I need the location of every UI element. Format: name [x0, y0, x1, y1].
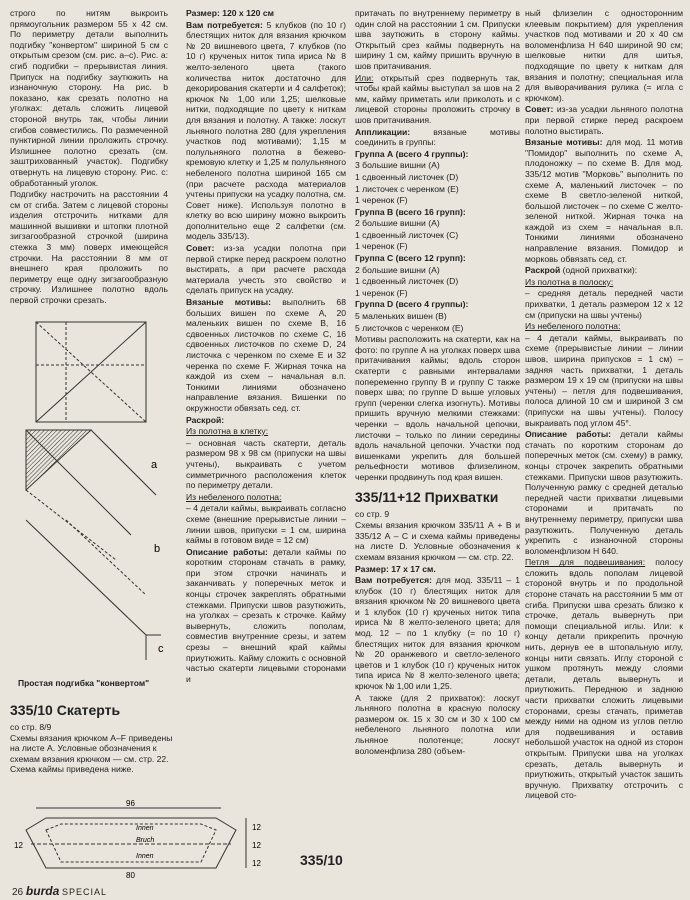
applique-title: Аппликации:	[355, 126, 411, 137]
work-text: детали каймы по коротким сторонам стачать в рамку, при этом строчки начинать и заканчивать у поперечных меток и концы строчек закреплять обратными стежками. Припуски швов разутюжить, на уголках – срезать к строчке. Кайму вывернуть, сложить пополам, совместив внутренние срезы, и затем срезы – внешний край каймы приутюжить. Кайму сложить с основной частью скатерти лицевыми сторонами и	[186, 546, 346, 684]
scheme-label: Innen	[136, 853, 154, 860]
dim-label: 80	[126, 871, 135, 880]
group-item: 3 большие вишни (А)	[355, 160, 440, 171]
group-item: 1 сдвоенный листочек (С)	[355, 229, 459, 240]
cut-note: (одной прихватки):	[562, 265, 638, 276]
paragraph: строго по нитям выкроить прямоугольник размером 55 х 42 см. По периметру детали выполнить подгибку "конвертом" шириной 5 см с открытым срезом (см. рис. а–с). Рис. а: сгиб подгибки – прерывистая линия. Припуск на подгибку заутюжить на изнаночную сторону. На рис. b показано, как срезать полотно на уголках: деталь сложить лицевой стороной внутрь так, чтобы линии сгибов совместились. По размеченной пунктирной линии проложить строчку. Излишнее полотно срезать (см. заштрихованный участок). Подгибку отвернуть на лицевую сторону. Рис. с: обработанный уголок.	[10, 8, 168, 188]
advice-text: из-за усадки льняного полотна при первой стирке перед раскроем полотно выстирать.	[525, 104, 683, 136]
column-3	[355, 8, 520, 878]
figure-b	[26, 430, 156, 560]
applique-text: вязаные мотивы соединить в группы:	[355, 126, 520, 148]
materials-text: 5 клубков (по 10 г) блестящих ниток для вязания крючком № 20 вишневого цвета, 7 клубков (по 10 г) крученых ниток типа ириса № 8 желто-зеленого цвета (такого количества ниток достаточно для декорирования скатерти и 4 салфеток); крючок № 1,00 или 1,25; шелковые нитки, подходящие по цвету к ниткам для вязания и полотну. А также: лоскут льняного полотна 280 (для укрепления участков под мотивами); 1,15 м полульняного полотна в бежево-кремовую клетку и 1,25 м полульняного небеленого полотна шириной 165 см (при расчете расхода материалов учтены припуски на усадку полотна, см. Совет ниже). Используя полотно в клетку во всю ширину можно выкроить дополнительно еще 2 салфетки (см. модель 335/13).	[186, 19, 346, 242]
paragraph: ный флизелин с односторонним клеевым покрытием) для укрепления участков под мотивами и 20 х 40 см воломенфлиза Н 640 шириной 90 см; шелковые нитки для шитья, подходящие по цвету к ниткам для вязания и полотну; специальная игла для выворачивания рулика (= игла с крючком).	[525, 8, 683, 103]
paragraph: притачать по внутреннему периметру в один слой на расстоянии 1 см. Припуски шва заутюжить в сторону каймы. Открытый срез каймы подвернуть на ширину 1 см, кайму пришить вручную в шов притачивания.	[355, 8, 520, 71]
materials-text: для мод. 335/11 – 1 клубок (10 г) блестящих ниток для вязания крючком № 20 вишневого цвета и 1 клубок (10 г) крученых ниток типа ириса № 8 желто-зеленого цвета; для мод. 12 – по 1 клубку (= по 10 г) блестящих ниток для вязания крючком № 20 оранжевого и светло-зеленого цветов и 1 клубок (10 г) крученых ниток типа ириса № 8 желто-зеленого цвета; крючок № 1,00 или 1,25.	[355, 575, 520, 692]
cut-plain-title: Из небеленого полотна:	[186, 491, 282, 502]
page-footer	[12, 884, 107, 898]
cut-check-text: – основная часть скатерти, деталь размером 98 х 98 см (припуски на швы учтены), выкраивать с учетом симметричного расположения клеток по периметру детали.	[186, 437, 346, 491]
column-4	[525, 8, 683, 878]
brand-logo: burda	[25, 884, 60, 898]
cut-title: Раскрой	[525, 265, 561, 276]
advice-title: Совет:	[186, 243, 215, 254]
scheme-label: Innen	[136, 825, 154, 832]
cut-title: Раскрой:	[186, 414, 225, 425]
loop-text: полосу сложить вдоль пополам лицевой стороной внутрь и по продольной стороне стачать на расстоянии 5 мм от сгиба. Припуски шва срезать близко к строчке, деталь вывернуть при помощи специальной иглы. Или: к концу детали прикрепить прочную нить, дернув ее в штопальную иглу, концы нити связать. Иглу стороной с ушком протянуть между слоями детали, деталь вывернуть и приутюжить. Переднюю и заднюю части прихватки сложить лицевыми сторонами, срезы стачать, приметав между ними на одном из углов петлю для подвешивания и оставив небольшой участок на одной из сторон открытым. Припуски шва на уголках срезать, деталь вывернуть и приутюжить, открытый участок зашить вручную. Прихватку отстрочить с лицевой сто-	[525, 557, 683, 801]
cut-strip-text: – средняя деталь передней части прихватки, 1 деталь размером 12 х 12 см (припуски на швы учтены)	[525, 288, 683, 320]
page-number: 26	[12, 887, 24, 898]
group-item: 5 маленьких вишен (В)	[355, 311, 447, 322]
dim-label: 12	[252, 859, 261, 868]
scheme-label: Bruch	[136, 837, 155, 844]
or-title: Или:	[355, 72, 374, 83]
group-a	[355, 149, 520, 206]
paragraph: А также (для 2 прихваток): лоскут льняного полотна в красную полоску размером ок. 15 х 30 см и 30 х 100 см небеленого льняного полотна или льняное полотенце; лоскут воломенфлиза 280 (объем-	[355, 692, 520, 756]
cut-plain-text: – 4 детали каймы, выкраивать согласно схеме (внешние прерывистые линии – линии швов, припуски = 1 см, ширина каймы в готовом виде = 12 см)	[186, 503, 346, 546]
group-item: 1 черенок (F)	[355, 241, 408, 252]
envelope-hem-figure	[6, 290, 176, 710]
section-335-10	[10, 696, 178, 775]
materials-title: Вам потребуется:	[186, 19, 263, 30]
cut-strip-title: Из полотна в полоску:	[525, 276, 614, 287]
work-title: Описание работы:	[525, 429, 612, 440]
paragraph: Подгибку настрочить на расстоянии 4 см от сгиба. Затем с лицевой стороны изделия отстрочить нитками для машинной вышивки и штопки плотной зигзагообразной строчкой (ширина стежка 3 мм) поверх имеющейся строчки. На расстоянии 8 мм от внешнего края проложить по периметру еще одну зигзагообразную строчку. Излишнее полотно вдоль первой строчки срезать.	[10, 189, 168, 306]
dim-label: 96	[126, 800, 135, 808]
cut-check-title: Из полотна в клетку:	[186, 426, 269, 437]
group-b	[355, 207, 520, 252]
motifs-title: Вязаные мотивы:	[525, 137, 603, 148]
group-item: 1 листочек с черенком (Е)	[355, 183, 459, 194]
figure-a	[36, 322, 146, 422]
loop-title: Петля для подвешивания:	[525, 557, 646, 568]
advice-text: из-за усадки полотна при первой стирке перед раскроем полотно выстирать, а при расчете расхода материала учесть это свойство и сделать припуск на усадку.	[186, 243, 346, 296]
scheme-code: 335/10	[300, 852, 343, 868]
group-title: Группа В (всего 16 групп):	[355, 206, 466, 217]
section-text: Схемы вязания крючком А–F приведены на листе А. Условные обозначения к схемам вязания крючком — см. стр. 22. Схема каймы приведена ниже.	[10, 732, 173, 775]
brand-special: SPECIAL	[62, 887, 108, 897]
paragraph: открытый срез подвернуть так, чтобы край каймы выступал за шов на 2 мм, кайму приметать или приколоть и с лицевой стороны проложить строчку в шов притачивания.	[355, 72, 520, 125]
group-item: 1 черенок (F)	[355, 195, 408, 206]
page-reference: со стр. 9	[355, 508, 390, 519]
motifs-text: выполнить 68 больших вишен по схеме А, 20 маленьких вишен по схеме В, 16 сдвоенных листочков по схеме С, 16 сдвоенных листочков по схеме D, 24 листочка с черенком по схеме Е и 32 черенка по схеме F. Жирная точка на каждой из схем – начальная в.п. Тонкими линиями обозначено направление вязания. Вишенки по окружности обвязать сед. ст.	[186, 297, 346, 413]
section-title: 335/11+12 Прихватки	[355, 488, 499, 505]
figure-c	[26, 520, 161, 660]
cut-plain-text: – 4 детали каймы, выкраивать по схеме (прерывистые линии – линии швов, ширина припусков = 1 см) – задняя часть прихватки, 1 деталь размером 19 х 19 см (припуски на швы учтены) – петля для подвешивания, полоса длиной 10 см и шириной 3 см (припуски на швы учтены). Полосу выкраивать под углом 45°.	[525, 332, 683, 428]
label-c: c	[158, 643, 164, 655]
group-title: Группа С (всего 12 групп):	[355, 253, 466, 264]
figure-caption: Простая подгибка "конвертом"	[18, 678, 150, 688]
label-b: b	[154, 543, 161, 555]
motifs-text: для мод. 11 мотив "Помидор" выполнить по схеме А, плодоножку – по схеме В. Для мод. 335/12 мотив "Морковь" выполнить по схеме А, маленький листочек – по схеме В светло-зеленой ниткой, большой листочек – по схеме С желто-зеленой ниткой. Жирная точка на каждой из схем = начальная в.п. Тонкими линиями обозначено направление вязания. Помидор и морковь обвязать сед. ст.	[525, 137, 683, 264]
group-title: Группа А (всего 4 группы):	[355, 148, 469, 159]
dim-label: 12	[252, 841, 261, 850]
section-title: 335/10 Скатерть	[10, 702, 121, 718]
size-heading: Размер: 120 х 120 см	[186, 8, 274, 18]
paragraph: Мотивы расположить на скатерти, как на фото: по группе А на уголках поверх шва притачивания каймы; вдоль сторон скатерти с равными интервалами попеременно группу В и группу С также поверх шва; по группе D выше угловых групп (черенки слегка изогнуть). Мотивы пришить вручную мелкими стежками: черенки – вдоль начальной цепочки, листочки – только по линии середины вдоль начальной цепочки. Участки под вишенками укрепить для большей рельефности мотивов флизелином, черенки продвинуть под края вишен.	[355, 334, 520, 482]
label-a: a	[151, 459, 158, 471]
cut-plain-title: Из небеленого полотна:	[525, 321, 621, 332]
work-text: детали каймы стачать по коротким сторонам до поперечных меток (см. схему) в рамку, концы строчек закрепить обратными стежками. Припуски швов разутюжить. Полученную рамку с средней деталью передней части прихватки лицевыми сторонами и притачать по внутреннему периметру, припуски шва разутюжить. Полученную деталь укрепить с изнаночной стороны воломенфлизом Н 640.	[525, 429, 683, 556]
size-heading: Размер: 17 х 17 см.	[355, 563, 436, 574]
advice-title: Совет:	[525, 104, 554, 115]
group-item: 2 большие вишни (А)	[355, 218, 440, 229]
group-item: 1 черенок (F)	[355, 287, 408, 298]
group-c	[355, 253, 520, 298]
group-item: 1 сдвоенный листочек (D)	[355, 276, 459, 287]
page-reference: со стр. 8/9	[10, 722, 52, 732]
dim-label: 12	[252, 823, 261, 832]
materials-title: Вам потребуется:	[355, 575, 433, 586]
motifs-title: Вязаные мотивы:	[186, 297, 271, 308]
work-title: Описание работы:	[186, 546, 268, 557]
paragraph: Схемы вязания крючком 335/11 А + В и 335/12 А – С и схема каймы приведены на листе D. Условные обозначения к схемам вязания крючком — см. стр. 22.	[355, 520, 520, 562]
dim-label: 12	[14, 841, 23, 850]
column-2	[186, 8, 346, 878]
group-item: 1 сдвоенный листочек (D)	[355, 171, 459, 182]
column-1	[10, 8, 168, 307]
group-title: Группа D (всего 4 группы):	[355, 299, 469, 310]
group-d	[355, 299, 520, 333]
group-item: 2 большие вишни (А)	[355, 264, 440, 275]
group-item: 5 листочков с черенком (Е)	[355, 322, 464, 333]
